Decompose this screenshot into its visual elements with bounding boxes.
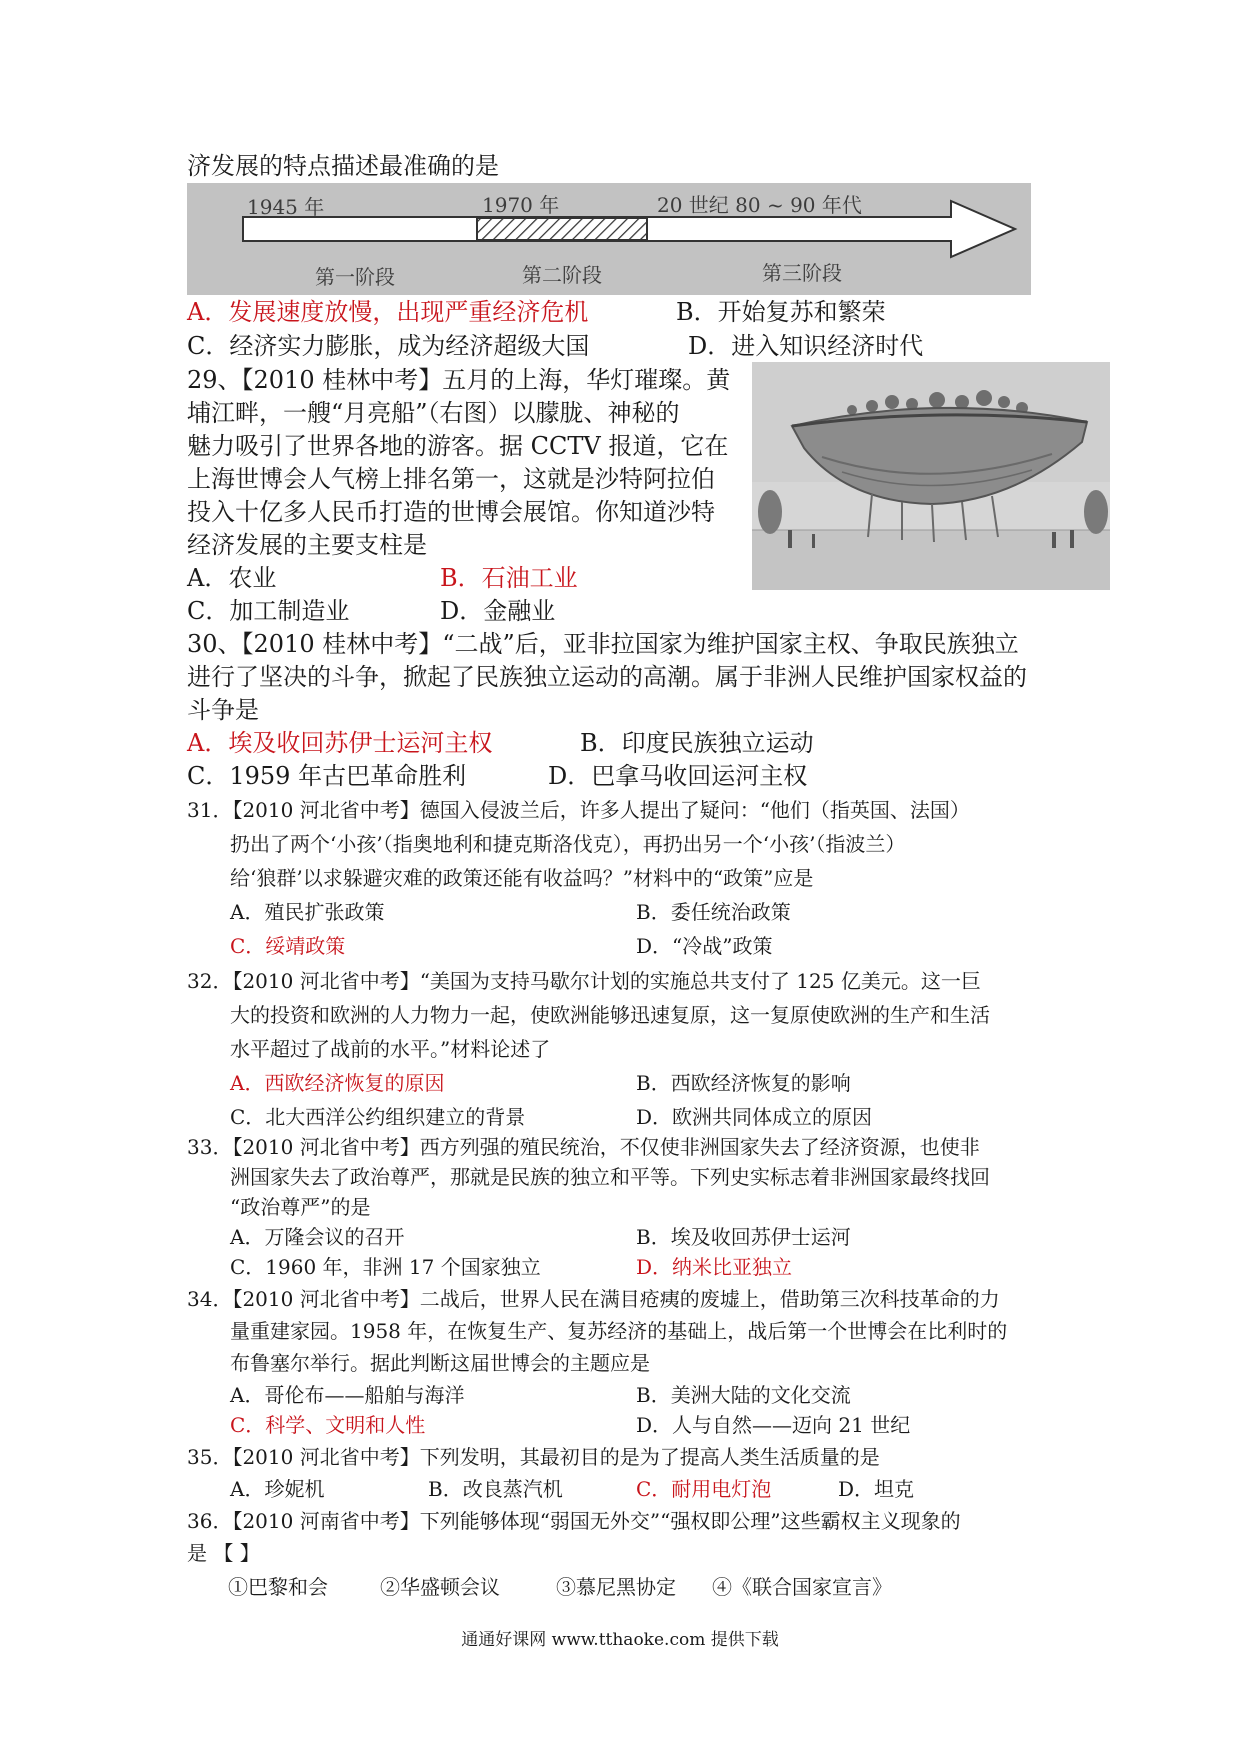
q30-line-2: 进行了坚决的斗争，掀起了民族独立运动的高潮。属于非洲人民维护国家权益的 — [187, 663, 1027, 691]
q32-option-a: A．西欧经济恢复的原因 — [230, 1071, 445, 1095]
q34-line-3: 布鲁塞尔举行。据此判断这届世博会的主题应是 — [230, 1351, 650, 1375]
q32-line-3: 水平超过了战前的水平。”材料论述了 — [230, 1037, 551, 1061]
q35-line-1: 35．【2010 河北省中考】下列发明，其最初目的是为了提高人类生活质量的是 — [187, 1445, 880, 1469]
q29-option-d: D．金融业 — [440, 597, 556, 625]
saudi-pavilion-photo — [752, 362, 1110, 590]
q33-option-c: C．1960 年，非洲 17 个国家独立 — [230, 1255, 541, 1279]
q31-option-d: D．“冷战”政策 — [636, 934, 773, 958]
q29-line-2: 埔江畔，一艘“月亮船”（右图）以朦胧、神秘的 — [187, 399, 680, 427]
q28-option-a: A．发展速度放慢，出现严重经济危机 — [187, 298, 589, 326]
q28-option-b: B．开始复苏和繁荣 — [676, 298, 886, 326]
q31-option-c: C．绥靖政策 — [230, 934, 346, 958]
q33-option-d: D．纳米比亚独立 — [636, 1255, 793, 1279]
q31-line-1: 31．【2010 河北省中考】德国入侵波兰后，许多人提出了疑问：“他们（指英国、法国） — [187, 798, 970, 822]
q31-line-3: 给‘狼群’以求躲避灾难的政策还能有收益吗？”材料中的“政策”应是 — [230, 866, 814, 890]
q29-option-b: B．石油工业 — [440, 564, 578, 592]
year-80-90s-label: 20 世纪 80 ~ 90 年代 — [657, 193, 862, 217]
q33-option-a: A．万隆会议的召开 — [230, 1225, 405, 1249]
q29-option-a: A．农业 — [187, 564, 277, 592]
q30-line-1: 30、【2010 桂林中考】“二战”后，亚非拉国家为维护国家主权、争取民族独立 — [187, 630, 1019, 658]
q30-option-d: D．巴拿马收回运河主权 — [548, 762, 808, 790]
q28-stem: 济发展的特点描述最准确的是 — [187, 152, 499, 180]
q32-option-d: D．欧洲共同体成立的原因 — [636, 1105, 873, 1129]
q33-line-1: 33．【2010 河北省中考】西方列强的殖民统治，不仅使非洲国家失去了经济资源，也使非 — [187, 1135, 980, 1159]
q28-option-d: D．进入知识经济时代 — [688, 332, 924, 360]
q34-line-2: 量重建家园。1958 年，在恢复生产、复苏经济的基础上，战后第一个世博会在比利时的 — [230, 1319, 1008, 1343]
q31-line-2: 扔出了两个‘小孩’（指奥地利和捷克斯洛伐克），再扔出另一个‘小孩’（指波兰） — [230, 832, 906, 856]
q30-line-3: 斗争是 — [187, 696, 259, 724]
q35-option-b: B．改良蒸汽机 — [428, 1477, 563, 1501]
q34-option-d: D．人与自然——迈向 21 世纪 — [636, 1413, 911, 1437]
q33-line-2: 洲国家失去了政治尊严，那就是民族的独立和平等。下列史实标志着非洲国家最终找回 — [230, 1165, 990, 1189]
q31-option-b: B．委任统治政策 — [636, 900, 791, 924]
q32-option-c: C．北大西洋公约组织建立的背景 — [230, 1105, 526, 1129]
q36-line-1: 36．【2010 河南省中考】下列能够体现“弱国无外交”“强权即公理”这些霸权主义现象的 — [187, 1509, 961, 1533]
q29-line-6: 经济发展的主要支柱是 — [187, 531, 427, 559]
page-footer: 通通好课网 www.tthaoke.com 提供下载 — [461, 1630, 779, 1650]
q35-option-c: C．耐用电灯泡 — [636, 1477, 772, 1501]
q29-line-1: 29、【2010 桂林中考】五月的上海，华灯璀璨。黄 — [187, 366, 731, 394]
year-1970-label: 1970 年 — [482, 193, 560, 217]
q34-option-a: A．哥伦布——船舶与海洋 — [230, 1383, 465, 1407]
q29-line-5: 投入十亿多人民币打造的世博会展馆。你知道沙特 — [187, 498, 715, 526]
q32-line-2: 大的投资和欧洲的人力物力一起，使欧洲能够迅速复原，这一复原使欧洲的生产和生活 — [230, 1003, 990, 1027]
q30-option-a: A．埃及收回苏伊士运河主权 — [187, 729, 493, 757]
q30-option-b: B．印度民族独立运动 — [580, 729, 814, 757]
year-1945-label: 1945 年 — [247, 195, 325, 219]
q28-option-c: C．经济实力膨胀，成为经济超级大国 — [187, 332, 590, 360]
q33-option-b: B．埃及收回苏伊士运河 — [636, 1225, 851, 1249]
q35-option-a: A．珍妮机 — [230, 1477, 325, 1501]
q33-line-3: “政治尊严”的是 — [230, 1195, 371, 1219]
q34-option-c: C．科学、文明和人性 — [230, 1413, 426, 1437]
q31-option-a: A．殖民扩张政策 — [230, 900, 385, 924]
stage-one-label: 第一阶段 — [315, 265, 395, 289]
q36-item-4: ④《联合国家宣言》 — [712, 1575, 892, 1599]
q29-line-3: 魅力吸引了世界各地的游客。据 CCTV 报道，它在 — [187, 432, 729, 460]
q36-item-2: ②华盛顿会议 — [380, 1575, 500, 1599]
q29-option-c: C．加工制造业 — [187, 597, 350, 625]
stage-two-label: 第二阶段 — [522, 263, 602, 287]
q36-item-1: ①巴黎和会 — [228, 1575, 328, 1599]
q34-option-b: B．美洲大陆的文化交流 — [636, 1383, 851, 1407]
q35-option-d: D．坦克 — [838, 1477, 915, 1501]
timeline-figure — [187, 183, 1031, 295]
stage-three-label: 第三阶段 — [762, 261, 842, 285]
q32-option-b: B．西欧经济恢复的影响 — [636, 1071, 851, 1095]
q32-line-1: 32．【2010 河北省中考】“美国为支持马歇尔计划的实施总共支付了 125 亿美元。这一巨 — [187, 969, 981, 993]
q30-option-c: C．1959 年古巴革命胜利 — [187, 762, 467, 790]
q29-line-4: 上海世博会人气榜上排名第一，这就是沙特阿拉伯 — [187, 465, 715, 493]
q36-line-2: 是 【 】 — [187, 1541, 260, 1565]
stage-two-band — [477, 218, 647, 240]
q34-line-1: 34．【2010 河北省中考】二战后，世界人民在满目疮痍的废墟上，借助第三次科技革命的力 — [187, 1287, 1000, 1311]
q36-item-3: ③慕尼黑协定 — [556, 1575, 676, 1599]
